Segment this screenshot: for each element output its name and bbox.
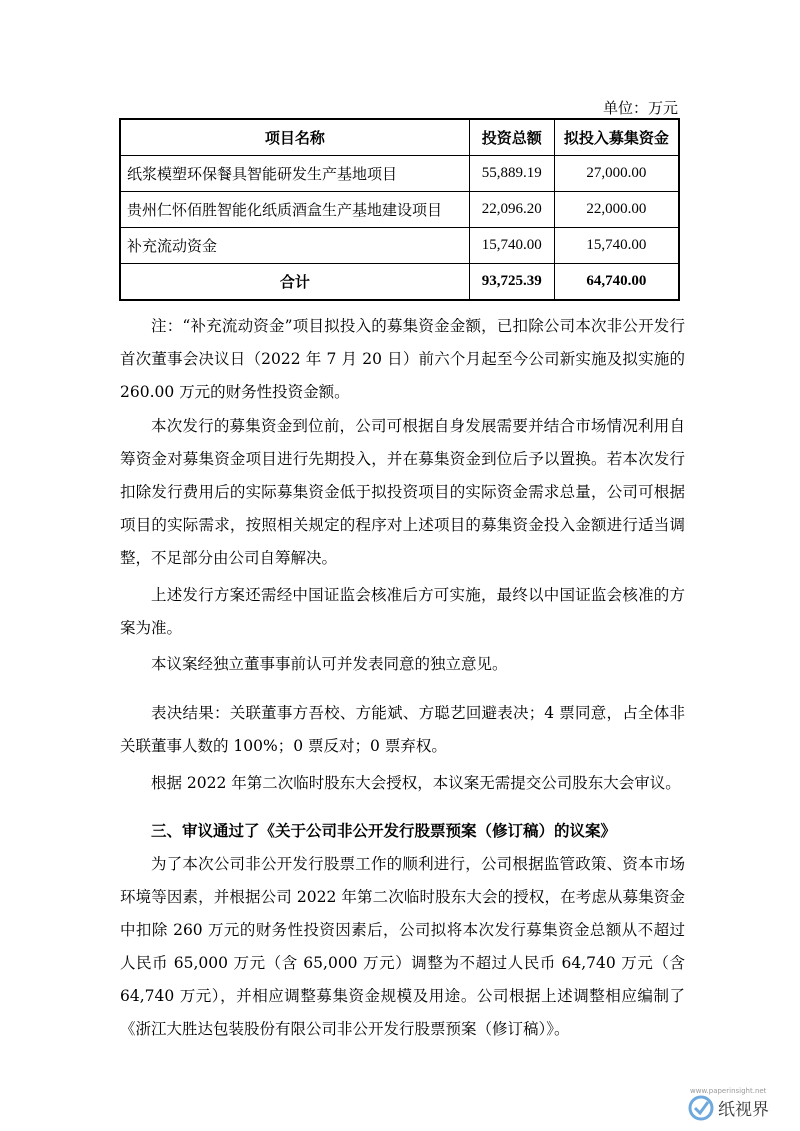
watermark-site: www.paperinsight.net bbox=[690, 1087, 767, 1095]
body-paragraph: 本议案经独立董事事前认可并发表同意的独立意见。 bbox=[151, 655, 508, 673]
total-investment-cell: 15,740.00 bbox=[469, 228, 554, 264]
total-investment-cell: 22,096.20 bbox=[469, 192, 554, 228]
body-paragraph: 本次发行的募集资金到位前，公司可根据自身发展需要并结合市场情况利用自筹资金对募集资金项目进行先期投入，并在募集资金到位后予以置换。若本次发行扣除发行费用后的实际募集资金低于拟投资项目的实际资金需求总量，公司可根据项目的实际需求，按照相关规定的程序对上述项目的募集资金投入金额进行适当调整，不足部分由公司自筹解决。 bbox=[120, 417, 685, 567]
body-paragraph: 表决结果：关联董事方吾校、方能斌、方聪艺回避表决；4 票同意，占全体非关联董事人数的 100%；0 票反对；0 票弃权。 bbox=[120, 704, 685, 755]
total-label-cell: 合计 bbox=[120, 264, 469, 301]
project-name-cell: 纸浆模塑环保餐具智能研发生产基地项目 bbox=[120, 156, 469, 192]
header-project-name: 项目名称 bbox=[120, 119, 469, 156]
table-total-row bbox=[120, 264, 679, 301]
watermark-brand: 纸视界 bbox=[718, 1100, 769, 1120]
total-investment-sum-cell: 93,725.39 bbox=[469, 264, 554, 301]
watermark-logo-icon bbox=[688, 1095, 714, 1121]
header-total-investment: 投资总额 bbox=[469, 119, 554, 156]
body-paragraph: 根据 2022 年第二次临时股东大会授权，本议案无需提交公司股东大会审议。 bbox=[151, 774, 681, 792]
table-header-row bbox=[120, 119, 679, 156]
body-paragraph: 上述发行方案还需经中国证监会核准后方可实施，最终以中国证监会核准的方案为准。 bbox=[120, 586, 685, 637]
section-heading: 三、审议通过了《关于公司非公开发行股票预案（修订稿）的议案》 bbox=[151, 821, 617, 840]
raised-funds-sum-cell: 64,740.00 bbox=[554, 264, 679, 301]
note-paragraph: 注：“补充流动资金”项目拟投入的募集资金金额，已扣除公司本次非公开发行首次董事会决议日（2022 年 7 月 20 日）前六个月起至今公司新实施及拟实施的 260.00 万元的财务性投资金额。 bbox=[120, 317, 685, 401]
total-investment-cell: 55,889.19 bbox=[469, 156, 554, 192]
table-row bbox=[120, 192, 679, 228]
table-row bbox=[120, 228, 679, 264]
project-name-cell: 补充流动资金 bbox=[120, 228, 469, 264]
watermark bbox=[688, 1087, 788, 1121]
table-row bbox=[120, 156, 679, 192]
raised-funds-cell: 22,000.00 bbox=[554, 192, 679, 228]
investment-table bbox=[119, 118, 680, 301]
raised-funds-cell: 15,740.00 bbox=[554, 228, 679, 264]
body-paragraph: 为了本次公司非公开发行股票工作的顺利进行，公司根据监管政策、资本市场环境等因素，并根据公司 2022 年第二次临时股东大会的授权，在考虑从募集资金中扣除 260 万元的财务性投资因素后，公司拟将本次发行募集资金总额从不超过人民币 65,000 万元（含 65,000 万元）调整为不超过人民币 64,740 万元（含 64,740 万元），并相应调整募集资金规模及用途。公司根据上述调整相应编制了《浙江大胜达包装股份有限公司非公开发行股票预案（修订稿）》。 bbox=[120, 855, 685, 1038]
unit-label: 单位：万元 bbox=[602, 99, 678, 117]
header-raised-funds: 拟投入募集资金 bbox=[554, 119, 679, 156]
raised-funds-cell: 27,000.00 bbox=[554, 156, 679, 192]
project-name-cell: 贵州仁怀佰胜智能化纸质酒盒生产基地建设项目 bbox=[120, 192, 469, 228]
